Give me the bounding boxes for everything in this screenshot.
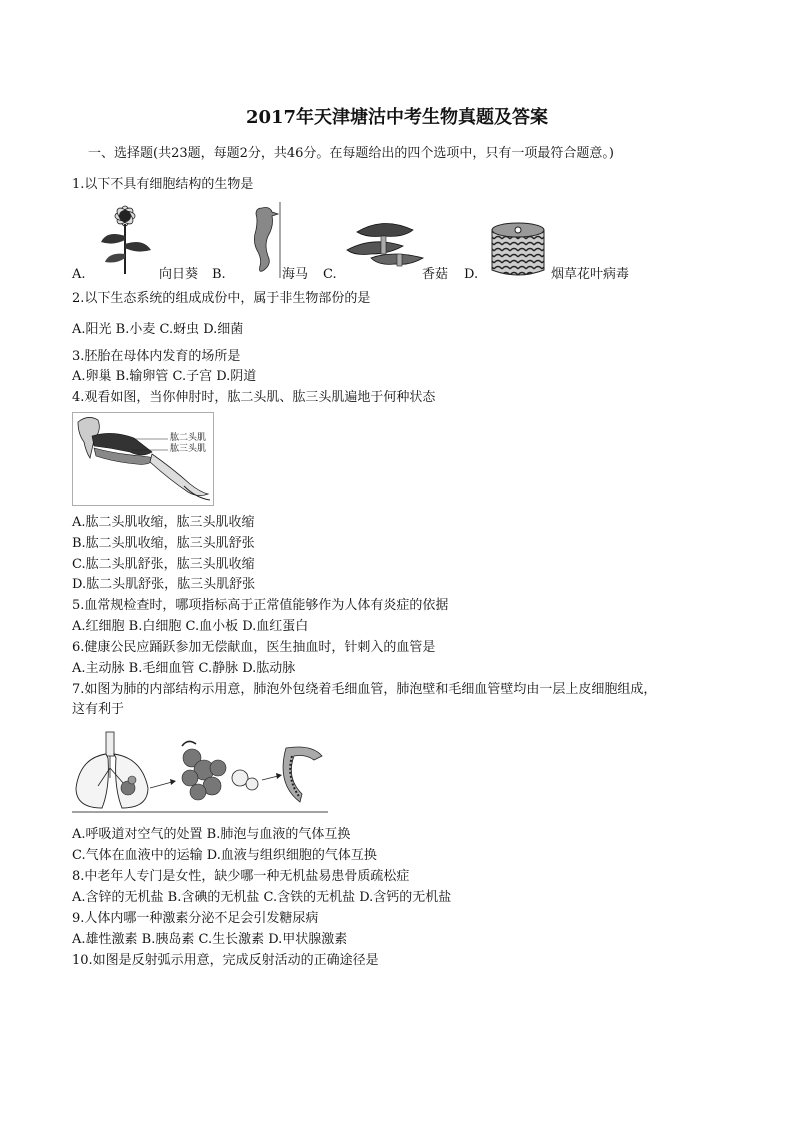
biceps-label: 肱二头肌 [170,433,207,443]
q1-option-b-letter: B. [212,267,226,282]
q2-stem: 2.以下生态系统的组成成份中，属于非生物部份的是 [72,291,371,306]
arm-muscle-figure [72,412,214,506]
lung-structure-figure [72,728,330,816]
mushroom-image [343,214,427,272]
q5-stem: 5.血常规检查时，哪项指标高于正常值能够作为人体有炎症的依据 [72,598,449,613]
q1-stem: 1.以下不具有细胞结构的生物是 [72,177,254,192]
q5-options: A.红细胞 B.白细胞 C.血小板 D.血红蛋白 [72,619,309,634]
q1-option-b-text: 海马 [282,267,309,282]
page-title: 2017年天津塘沽中考生物真题及答案 [245,107,549,128]
q7-options-cd: C.气体在血液中的运输 D.血液与组织细胞的气体互换 [72,848,377,863]
q1-option-d-letter: D. [464,267,479,282]
q3-stem: 3.胚胎在母体内发育的场所是 [72,349,241,364]
tobacco-mosaic-virus-image [486,216,550,280]
q4-stem: 4.观看如图，当你伸肘时，肱二头肌、肱三头肌遍地于何种状态 [72,390,436,405]
q8-stem: 8.中老年人专门是女性，缺少哪一种无机盐易患骨质疏松症 [72,869,410,884]
q1-option-d-text: 烟草花叶病毒 [551,267,630,282]
q4-option-c: C.肱二头肌舒张，肱三头肌收缩 [72,557,255,572]
q4-option-b: B.肱二头肌收缩，肱三头肌舒张 [72,536,255,551]
q1-option-c-text: 香菇 [422,267,449,282]
q9-stem: 9.人体内哪一种激素分泌不足会引发糖尿病 [72,911,319,926]
sunflower-image [93,202,157,276]
q3-options: A.卵巢 B.输卵管 C.子宫 D.阴道 [72,369,257,384]
q1-option-c-letter: C. [323,267,337,282]
q4-option-a: A.肱二头肌收缩，肱三头肌收缩 [72,515,255,530]
q1-option-a-text: 向日葵 [159,267,199,282]
q8-options: A.含锌的无机盐 B.含碘的无机盐 C.含铁的无机盐 D.含钙的无机盐 [72,890,452,905]
q6-options: A.主动脉 B.毛细血管 C.静脉 D.肱动脉 [72,661,296,676]
q7-stem-line2: 这有利于 [72,702,125,717]
q4-option-d: D.肱二头肌舒张，肱三头肌舒张 [72,577,256,592]
q7-stem-line1: 7.如图为肺的内部结构示用意，肺泡外包绕着毛细血管，肺泡壁和毛细血管壁均由一层上皮细胞组成， [72,682,657,697]
q9-options: A.雄性激素 B.胰岛素 C.生长激素 D.甲状腺激素 [72,932,348,947]
triceps-label: 肱三头肌 [170,444,207,454]
q1-option-a-letter: A. [72,267,86,282]
q7-options-ab: A.呼吸道对空气的处置 B.肺泡与血液的气体互换 [72,827,351,842]
q6-stem: 6.健康公民应踊跃参加无偿献血，医生抽血时，针刺入的血管是 [72,640,436,655]
q10-stem: 10.如图是反射弧示用意，完成反射活动的正确途径是 [72,953,379,968]
section-heading: 一、选择题(共23题，每题2分，共46分。在每题给出的四个选项中，只有一项最符合题意。) [88,146,614,161]
q2-options: A.阳光 B.小麦 C.蚜虫 D.细菌 [72,322,244,337]
seahorse-image [242,202,284,278]
